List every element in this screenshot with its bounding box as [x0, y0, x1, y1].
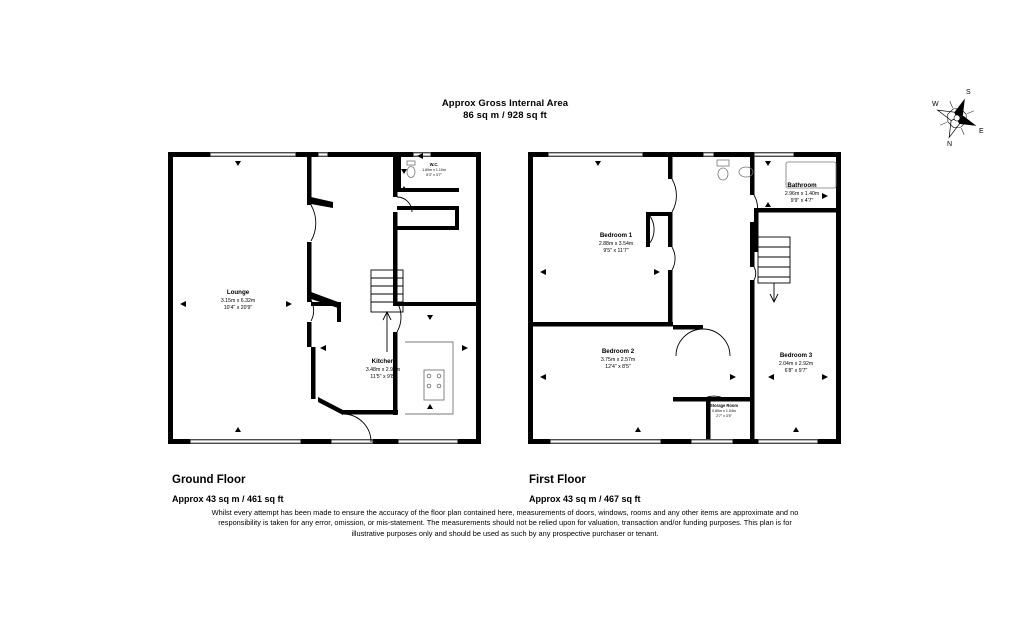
room-label-kitchen: Kitchen 3.48m x 2.94m 11'5" x 9'8"	[365, 358, 401, 380]
room-label-bedroom-2: Bedroom 2 3.75m x 2.57m 12'4" x 8'5"	[600, 348, 636, 370]
room-label-bedroom-1: Bedroom 1 2.88m x 3.54m 9'5" x 11'7"	[598, 232, 634, 254]
room-label-lounge: Lounge 3.15m x 6.32m 10'4" x 20'9"	[220, 289, 256, 311]
ground-floor-title: Ground Floor	[172, 474, 246, 486]
first-floor-plan	[528, 152, 844, 444]
compass-west-label: W	[932, 101, 939, 108]
ground-floor-plan	[168, 152, 484, 444]
gross-area-label: Approx Gross Internal Area	[441, 98, 569, 109]
ground-floor-area: Approx 43 sq m / 461 sq ft	[172, 494, 284, 504]
gross-area-value: 86 sq m / 928 sq ft	[463, 110, 547, 121]
room-label-wc: W.C. 1.60m x 1.10m 5'3" x 3'7"	[422, 162, 446, 177]
first-floor-title-block	[529, 472, 641, 506]
room-label-bedroom-3: Bedroom 3 2.04m x 2.92m 6'8" x 9'7"	[778, 352, 814, 374]
compass-rose	[918, 82, 996, 152]
first-floor-area: Approx 43 sq m / 467 sq ft	[529, 494, 641, 504]
page-title	[0, 98, 1010, 122]
compass-east-label: E	[979, 128, 984, 135]
compass-north-label: S	[966, 89, 971, 96]
room-label-storage-room: Storage Room 0.80m x 1.04m 2'7" x 3'5"	[710, 403, 738, 418]
disclaimer-text: Whilst every attempt has been made to ensure the accuracy of the floor plan contained here, measurements of doors, windows, rooms and any other items are approximate and no responsibility is taken for any error, omission, or mis-statement. The measurements should not be relied upon for valuation, transaction and/or funding purposes. This plan is for illustrative purposes only and should be used as such by any prospective purchaser or tenant.	[211, 508, 799, 538]
first-floor-title: First Floor	[529, 474, 586, 486]
compass-south-label: N	[947, 141, 953, 148]
room-label-bathroom: Bathroom 2.96m x 1.40m 9'9" x 4'7"	[784, 182, 820, 204]
ground-floor-title-block	[172, 472, 284, 506]
